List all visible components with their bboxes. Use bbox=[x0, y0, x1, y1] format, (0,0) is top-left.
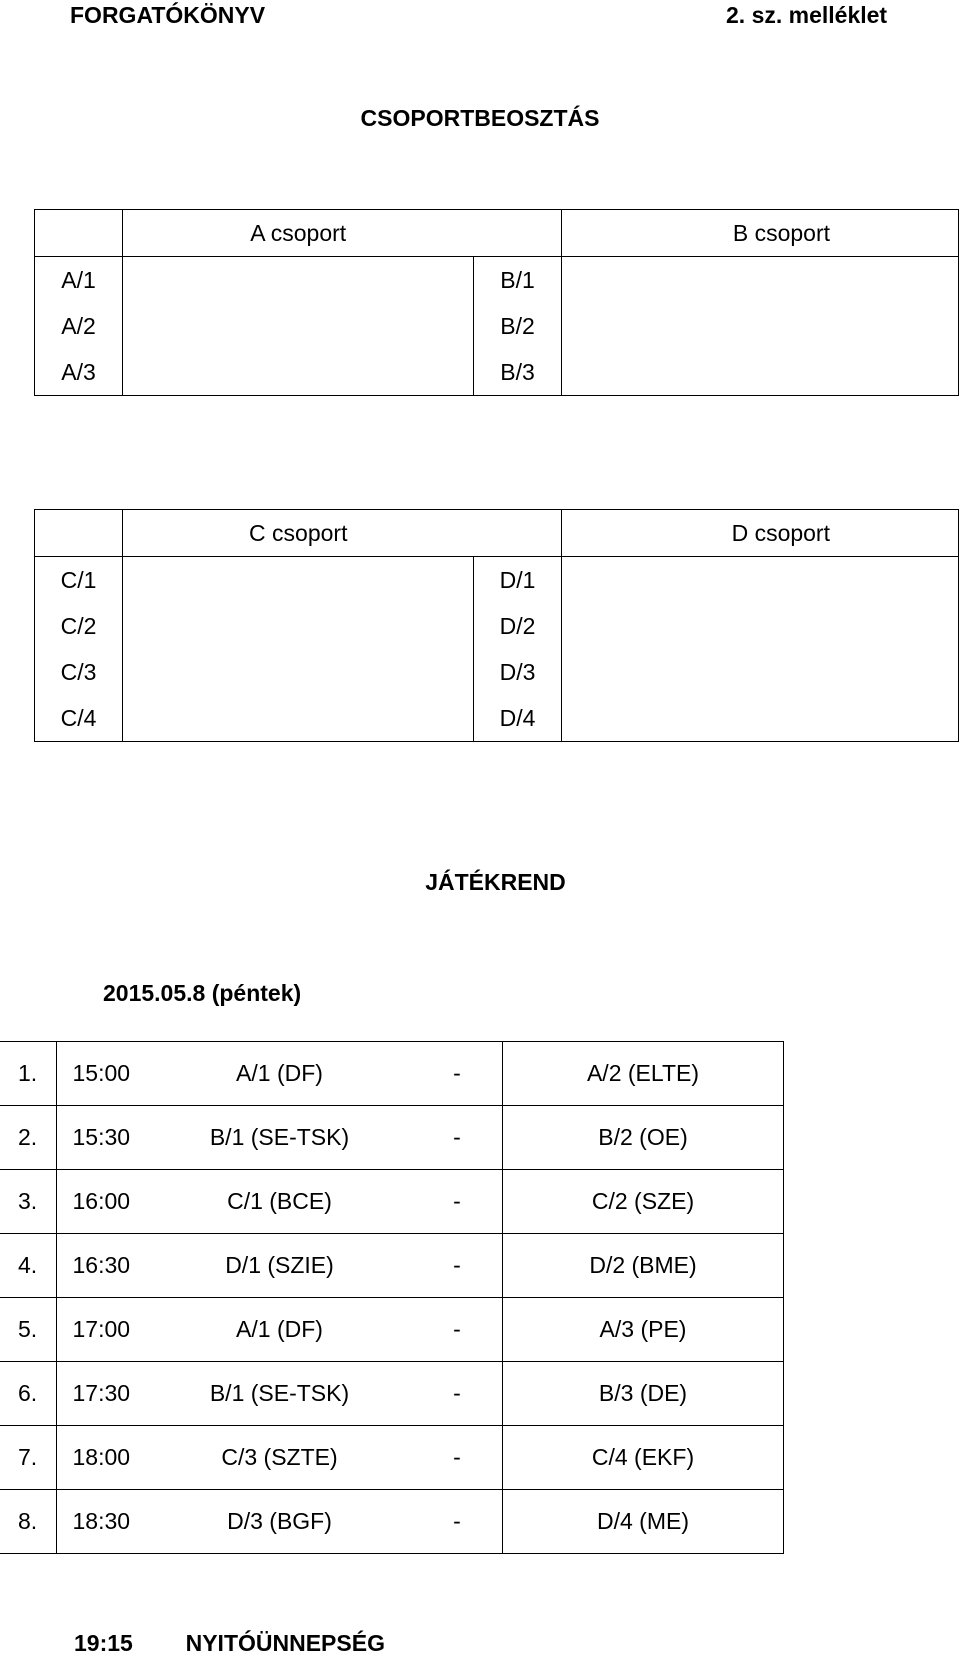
match-separator: - bbox=[412, 1362, 503, 1426]
group-d-item: D/1 bbox=[474, 557, 562, 604]
match-separator: - bbox=[412, 1106, 503, 1170]
match-row bbox=[0, 1106, 784, 1170]
table-cell bbox=[562, 649, 959, 695]
table-row bbox=[35, 695, 959, 742]
match-away-team: D/4 (ME) bbox=[503, 1490, 784, 1554]
group-b-item: B/2 bbox=[474, 303, 562, 349]
match-home-team: C/1 (BCE) bbox=[147, 1170, 412, 1234]
match-home-team: C/3 (SZTE) bbox=[147, 1426, 412, 1490]
match-row bbox=[0, 1426, 784, 1490]
table-cell bbox=[123, 649, 474, 695]
match-row bbox=[0, 1362, 784, 1426]
table-row bbox=[35, 349, 959, 396]
group-d-item: D/3 bbox=[474, 649, 562, 695]
group-a-header: A csoport bbox=[123, 210, 474, 257]
group-c-header: C csoport bbox=[123, 510, 474, 557]
match-number: 2. bbox=[0, 1106, 56, 1170]
match-number: 3. bbox=[0, 1170, 56, 1234]
match-home-team: A/1 (DF) bbox=[147, 1042, 412, 1106]
group-d-header: D csoport bbox=[562, 510, 959, 557]
match-home-team: B/1 (SE-TSK) bbox=[147, 1106, 412, 1170]
match-away-team: C/2 (SZE) bbox=[503, 1170, 784, 1234]
opening-time: 19:15 bbox=[74, 1630, 133, 1656]
table-row bbox=[35, 303, 959, 349]
match-time: 18:30 bbox=[56, 1490, 147, 1554]
table-cell bbox=[123, 257, 474, 304]
table-cell bbox=[123, 303, 474, 349]
group-c-item: C/4 bbox=[35, 695, 123, 742]
group-a-item: A/1 bbox=[35, 257, 123, 304]
match-separator: - bbox=[412, 1426, 503, 1490]
table-cell bbox=[123, 695, 474, 742]
group-table-ab bbox=[34, 209, 959, 396]
match-away-team: A/2 (ELTE) bbox=[503, 1042, 784, 1106]
match-time: 18:00 bbox=[56, 1426, 147, 1490]
schedule-date: 2015.05.8 (péntek) bbox=[103, 980, 302, 1006]
match-home-team: B/1 (SE-TSK) bbox=[147, 1362, 412, 1426]
group-a-item: A/2 bbox=[35, 303, 123, 349]
match-separator: - bbox=[412, 1234, 503, 1298]
table-cell bbox=[474, 210, 562, 257]
table-cell bbox=[123, 349, 474, 396]
table-cell bbox=[562, 257, 959, 304]
document-title: FORGATÓKÖNYV bbox=[70, 2, 266, 28]
match-time: 15:00 bbox=[56, 1042, 147, 1106]
table-cell bbox=[562, 303, 959, 349]
match-away-team: D/2 (BME) bbox=[503, 1234, 784, 1298]
table-row bbox=[35, 603, 959, 649]
match-time: 16:30 bbox=[56, 1234, 147, 1298]
schedule-heading: JÁTÉKREND bbox=[425, 869, 566, 895]
match-number: 7. bbox=[0, 1426, 56, 1490]
match-number: 4. bbox=[0, 1234, 56, 1298]
match-separator: - bbox=[412, 1170, 503, 1234]
group-b-item: B/3 bbox=[474, 349, 562, 396]
match-time: 16:00 bbox=[56, 1170, 147, 1234]
table-cell bbox=[123, 557, 474, 604]
table-cell bbox=[562, 557, 959, 604]
match-number: 1. bbox=[0, 1042, 56, 1106]
table-cell bbox=[123, 603, 474, 649]
table-row bbox=[35, 557, 959, 604]
match-time: 15:30 bbox=[56, 1106, 147, 1170]
match-home-team: D/1 (SZIE) bbox=[147, 1234, 412, 1298]
match-home-team: D/3 (BGF) bbox=[147, 1490, 412, 1554]
table-row bbox=[35, 257, 959, 304]
match-row bbox=[0, 1490, 784, 1554]
match-away-team: B/3 (DE) bbox=[503, 1362, 784, 1426]
table-cell bbox=[35, 510, 123, 557]
match-separator: - bbox=[412, 1298, 503, 1362]
match-away-team: C/4 (EKF) bbox=[503, 1426, 784, 1490]
match-separator: - bbox=[412, 1490, 503, 1554]
match-away-team: B/2 (OE) bbox=[503, 1106, 784, 1170]
group-d-item: D/2 bbox=[474, 603, 562, 649]
table-cell bbox=[562, 603, 959, 649]
match-away-team: A/3 (PE) bbox=[503, 1298, 784, 1362]
match-time: 17:00 bbox=[56, 1298, 147, 1362]
opening-event: NYITÓÜNNEPSÉG bbox=[185, 1630, 385, 1656]
table-cell bbox=[474, 510, 562, 557]
table-cell bbox=[35, 210, 123, 257]
group-b-header: B csoport bbox=[562, 210, 959, 257]
group-c-item: C/2 bbox=[35, 603, 123, 649]
match-time: 17:30 bbox=[56, 1362, 147, 1426]
table-row bbox=[35, 649, 959, 695]
groups-heading: CSOPORTBEOSZTÁS bbox=[360, 105, 600, 131]
group-a-item: A/3 bbox=[35, 349, 123, 396]
table-cell bbox=[562, 349, 959, 396]
group-b-item: B/1 bbox=[474, 257, 562, 304]
match-row bbox=[0, 1170, 784, 1234]
match-number: 5. bbox=[0, 1298, 56, 1362]
match-home-team: A/1 (DF) bbox=[147, 1298, 412, 1362]
schedule-table bbox=[0, 1041, 784, 1554]
match-separator: - bbox=[412, 1042, 503, 1106]
table-cell bbox=[562, 695, 959, 742]
group-c-item: C/3 bbox=[35, 649, 123, 695]
match-row bbox=[0, 1042, 784, 1106]
match-row bbox=[0, 1234, 784, 1298]
group-d-item: D/4 bbox=[474, 695, 562, 742]
appendix-label: 2. sz. melléklet bbox=[726, 2, 888, 28]
group-c-item: C/1 bbox=[35, 557, 123, 604]
match-number: 6. bbox=[0, 1362, 56, 1426]
group-table-cd bbox=[34, 509, 959, 742]
match-number: 8. bbox=[0, 1490, 56, 1554]
match-row bbox=[0, 1298, 784, 1362]
